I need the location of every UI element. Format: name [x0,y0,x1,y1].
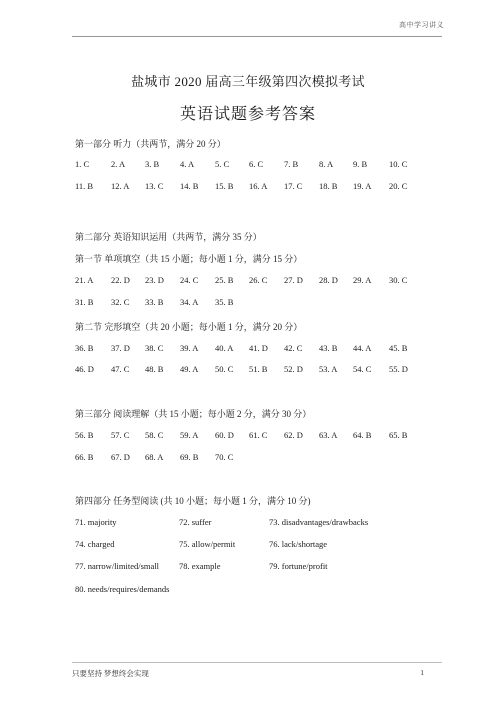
answer-item: 69. B [180,452,199,462]
answer-item: 21. A [75,275,94,285]
answer-item: 64. B [353,430,372,440]
answer-item: 33. B [145,297,164,307]
answer-item: 60. D [215,430,234,440]
answer-item: 78. example [179,561,221,571]
answer-item: 51. B [249,364,268,374]
answer-item: 13. C [145,181,164,191]
answer-item: 52. D [284,364,303,374]
answer-item: 5. C [215,159,230,169]
answer-item: 10. C [389,159,408,169]
answer-item: 59. A [180,430,199,440]
answer-item: 17. C [284,181,303,191]
answer-item: 53. A [319,364,338,374]
part3-heading: 第三部分 阅读理解（共 15 小题；每小题 2 分，满分 30 分） [75,409,312,419]
answer-item: 3. B [145,159,160,169]
answer-item: 43. B [319,343,338,353]
answer-item: 15. B [215,181,234,191]
answer-item: 1. C [75,159,90,169]
answer-item: 29. A [353,275,372,285]
answer-item: 38. C [145,343,164,353]
answer-item: 79. fortune/profit [269,561,328,571]
answer-item: 31. B [75,297,94,307]
page-number: 1 [420,668,424,677]
answer-item: 23. D [145,275,164,285]
answer-item: 40. A [215,343,234,353]
answer-item: 75. allow/permit [179,539,236,549]
answer-item: 62. D [284,430,303,440]
answer-item: 39. A [180,343,199,353]
answer-item: 24. C [180,275,199,285]
answer-item: 41. D [249,343,268,353]
answer-item: 63. A [319,430,338,440]
answer-item: 54. C [353,364,372,374]
answer-item: 74. charged [75,539,115,549]
part1-heading: 第一部分 听力（共两节，满分 20 分） [75,139,226,149]
answer-item: 58. C [145,430,164,440]
answer-item: 70. C [215,452,234,462]
answer-item: 67. D [111,452,130,462]
answer-item: 49. A [180,364,199,374]
answer-item: 22. D [111,275,130,285]
answer-item: 28. D [319,275,338,285]
answer-item: 71. majority [75,517,117,527]
answer-item: 30. C [389,275,408,285]
answer-item: 25. B [215,275,234,285]
part2-sec2-heading: 第二节 完形填空（共 20 小题；每小题 1 分，满分 20 分） [75,322,303,332]
answer-item: 44. A [353,343,372,353]
answer-item: 2. A [111,159,126,169]
answer-item: 9. B [353,159,368,169]
header-rule [72,36,442,37]
answer-item: 20. C [389,181,408,191]
answer-item: 61. C [249,430,268,440]
answer-item: 12. A [111,181,130,191]
answer-item: 8. A [319,159,334,169]
answer-item: 35. B [215,297,234,307]
answer-item: 32. C [111,297,130,307]
answer-item: 48. B [145,364,164,374]
answer-item: 57. C [111,430,130,440]
answer-item: 27. D [284,275,303,285]
answer-item: 4. A [180,159,195,169]
answer-item: 16. A [249,181,268,191]
answer-item: 77. narrow/limited/small [75,561,160,571]
answer-item: 14. B [180,181,199,191]
part4-heading: 第四部分 任务型阅读 (共 10 小题；每小题 1 分，满分 10 分) [75,496,311,506]
answer-item: 72. suffer [179,517,212,527]
answer-key-title: 英语试题参考答案 [179,106,316,123]
footer-slogan: 只要坚持 梦想终会实现 [72,669,149,678]
answer-item: 6. C [249,159,264,169]
answer-item: 76. lack/shortage [269,539,328,549]
answer-item: 80. needs/requires/demands [75,584,170,594]
answer-item: 42. C [284,343,303,353]
answer-item: 7. B [284,159,299,169]
header-note: 高中学习讲义 [399,21,444,29]
answer-item: 50. C [215,364,234,374]
answer-item: 37. D [111,343,130,353]
answer-item: 34. A [180,297,199,307]
answer-item: 66. B [75,452,94,462]
answer-item: 18. B [319,181,338,191]
answer-item: 19. A [353,181,372,191]
answer-item: 68. A [145,452,164,462]
answer-item: 56. B [75,430,94,440]
answer-item: 46. D [75,364,94,374]
part2-heading: 第二部分 英语知识运用（共两节，满分 35 分） [75,232,262,242]
answer-item: 73. disadvantages/drawbacks [269,517,369,527]
answer-item: 11. B [75,181,94,191]
answer-item: 26. C [249,275,268,285]
answer-item: 47. C [111,364,130,374]
answer-item: 36. B [75,343,94,353]
exam-title: 盐城市 2020 届高三年级第四次模拟考试 [131,74,365,89]
answer-item: 45. B [389,343,408,353]
footer-rule [72,662,442,663]
answer-item: 65. B [389,430,408,440]
answer-item: 55. D [389,364,408,374]
part2-sec1-heading: 第一节 单项填空（共 15 小题；每小题 1 分，满分 15 分） [75,254,303,264]
